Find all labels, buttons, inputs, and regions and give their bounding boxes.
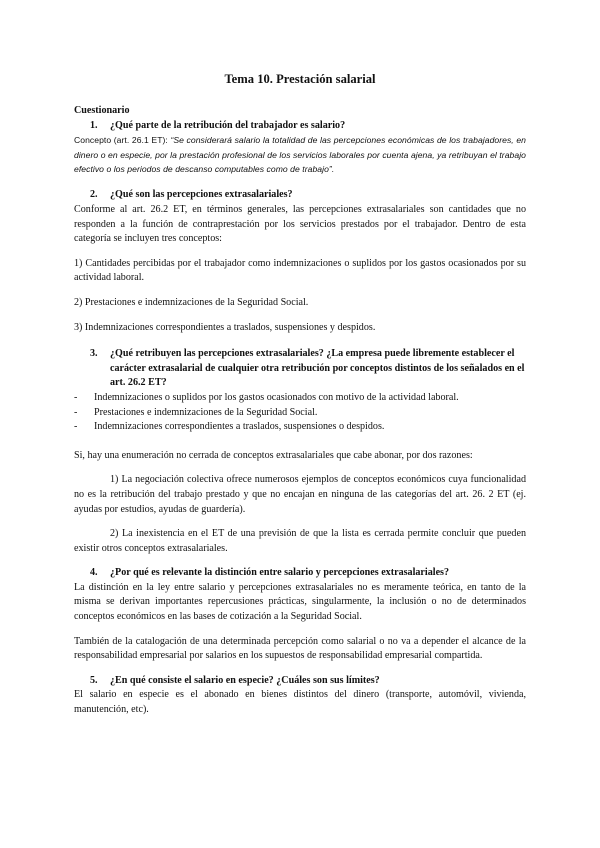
answer-2-item: 2) Prestaciones e indemnizaciones de la Seguridad Social.	[74, 296, 309, 308]
question-1	[74, 119, 526, 134]
question-5-text: ¿En qué consiste el salario en especie? ¿Cuáles son sus límites?	[110, 674, 380, 686]
question-1-text: ¿Qué parte de la retribución del trabajador es salario?	[110, 119, 346, 131]
answer-3-list	[74, 391, 526, 435]
answer-1-prefix: Concepto (art. 26.1 ET):	[74, 135, 171, 146]
question-4	[74, 566, 526, 581]
answer-4-paragraph-2: También de la catalogación de una determinada percepción como salarial o no va a depender el alcance de la responsabilidad empresarial por salarios en los supuestos de responsabilidad empresarial compartida.	[74, 635, 526, 662]
question-5-number: 5.	[90, 674, 98, 686]
question-3	[74, 347, 526, 391]
question-3-number: 3.	[90, 348, 98, 360]
question-4-text: ¿Por qué es relevante la distinción entre salario y percepciones extrasalariales?	[110, 567, 450, 579]
list-item: - Prestaciones e indemnizaciones de la Seguridad Social.	[74, 406, 526, 421]
document-body	[74, 104, 526, 718]
answer-2-intro: Conforme al art. 26.2 ET, en términos generales, las percepciones extrasalariales son cantidades que no responden a la función de contraprestación por los servicios prestados por el trabajador. Dentro de esta categoría se incluyen tres conceptos:	[74, 204, 526, 245]
question-2-number: 2.	[90, 189, 98, 201]
answer-2-item: 1) Cantidades percibidas por el trabajador como indemnizaciones o suplidos por los gastos ocasionados por su actividad laboral.	[74, 257, 526, 284]
answer-3-intro: Si, hay una enumeración no cerrada de conceptos extrasalariales que cabe abonar, por dos razones:	[74, 449, 473, 461]
question-2	[74, 188, 526, 203]
section-label: Cuestionario	[74, 105, 130, 116]
answer-1	[74, 133, 526, 176]
answer-1-quote: “Se considerará salario la totalidad de las percepciones económicas de los trabajadores, en dinero o en especie, por la prestación profesional de los servicios laborales por cuenta ajena, ya retribuyan el trabajo efectivo o los periodos de descanso computables como de trabajo”.	[74, 135, 526, 174]
question-3-text: ¿Qué retribuyen las percepciones extrasalariales? ¿La empresa puede libremente establecer el carácter extrasalarial de cualquier otra retribución por conceptos distintos de los señalados en el art. 26.2 ET?	[110, 348, 525, 389]
list-item: - Indemnizaciones o suplidos por los gastos ocasionados con motivo de la actividad laboral.	[74, 391, 526, 406]
document-title: Tema 10. Prestación salarial	[224, 72, 376, 86]
answer-2-item: 3) Indemnizaciones correspondientes a traslados, suspensiones y despidos.	[74, 321, 376, 333]
question-5	[74, 674, 526, 689]
question-4-number: 4.	[90, 567, 98, 579]
list-item: - Indemnizaciones correspondientes a traslados, suspensiones o despidos.	[74, 420, 526, 435]
question-2-text: ¿Qué son las percepciones extrasalariales?	[110, 189, 293, 201]
answer-3-reason-1: 1) La negociación colectiva ofrece numerosos ejemplos de conceptos económicos cuya funcionalidad no es la retribución del trabajo prestado y que no encajan en ninguna de las categorías del art. 26. 2 ET (ej. ayudas por estudios, ayudas de guardería).	[74, 474, 526, 515]
answer-4-paragraph-1: La distinción en la ley entre salario y percepciones extrasalariales no es meramente teórica, en tanto de la misma se derivan importantes repercusiones prácticas, singularmente, la inclusión o no de determinados conceptos económicos en las bases de cotización a la Seguridad Social.	[74, 581, 526, 623]
answer-3-reason-2: 2) La inexistencia en el ET de una previsión de que la lista es cerrada permite concluir que pueden existir otros conceptos extrasalariales.	[74, 528, 526, 554]
question-1-number: 1.	[90, 119, 98, 131]
answer-5-paragraph-1: El salario en especie es el abonado en bienes distintos del dinero (transporte, automóvil, vivienda, manutención, etc).	[74, 689, 526, 716]
